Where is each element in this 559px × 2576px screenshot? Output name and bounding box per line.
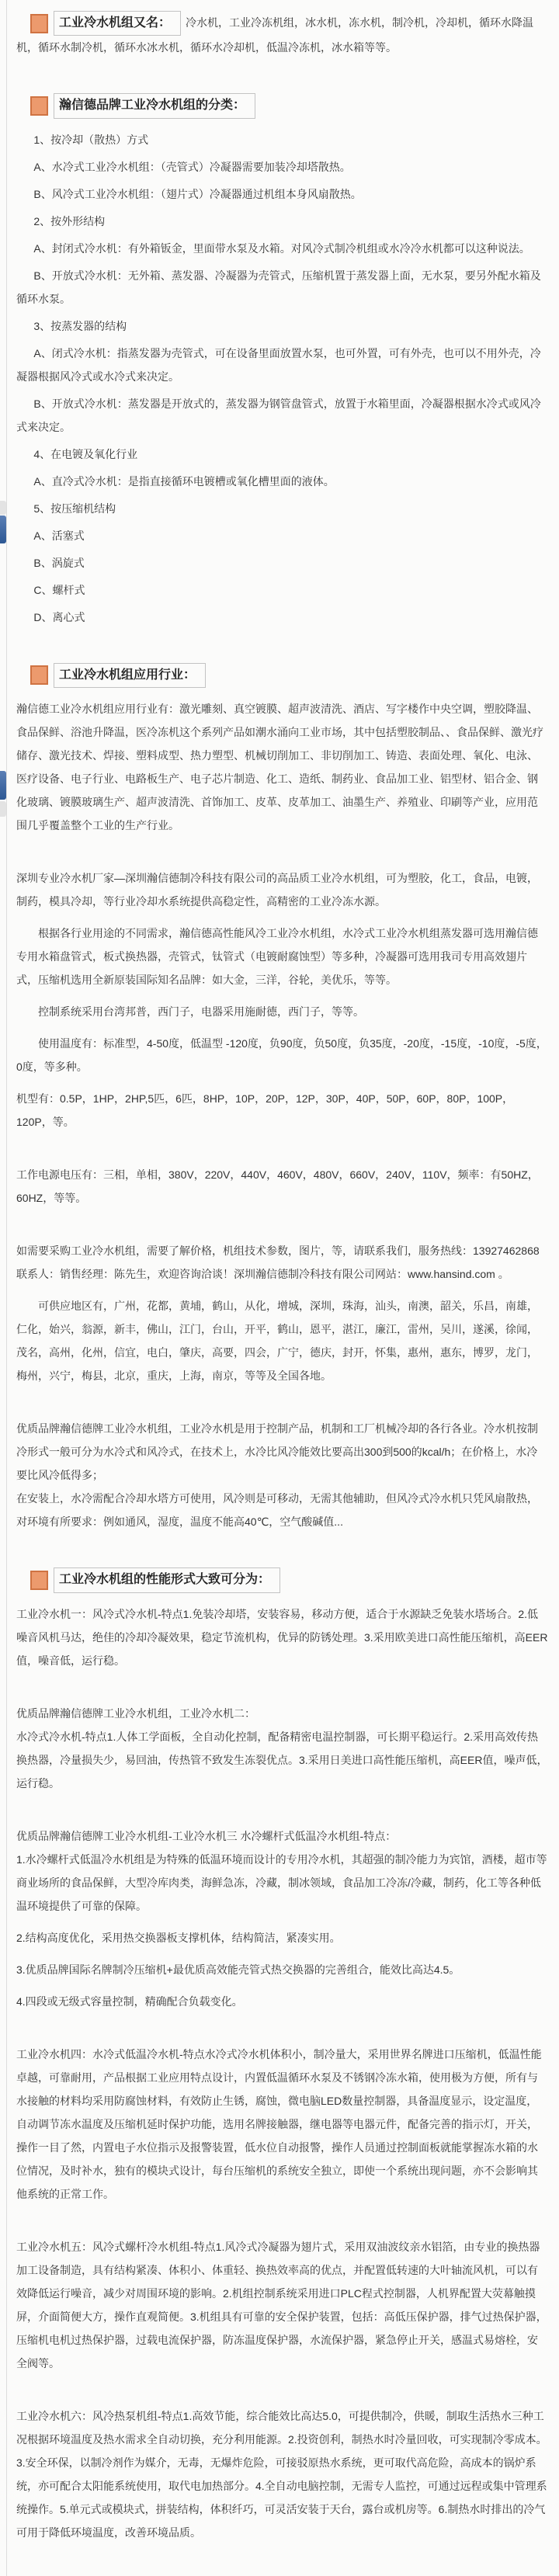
classification-item: 1、按冷却（散热）方式 (33, 133, 149, 146)
floating-widget-fragment[interactable] (0, 801, 6, 817)
paragraph: 优质品牌瀚信德牌工业冷水机组，工业冷水机是用于控制产品，机制和工厂机械冷却的各行各业。冷水机按制冷形式一般可分为水冷式和风冷式，在技术上，水冷比风冷能效比要高出300到500的kcal/h；在价格上，水冷要比风冷低得多； (16, 1422, 538, 1482)
paragraph: 在安装上，水冷需配合冷却水塔方可使用，风冷则是可移动，无需其他辅助，但风冷式冷水机只凭风扇散热，对环境有所要求：例如通风，湿度，温度不能高40℃，空气酸碱值... (16, 1492, 538, 1529)
orange-bullet-icon (30, 96, 48, 116)
section-header (16, 663, 548, 688)
section-title: 瀚信德品牌工业冷水机组的分类： (54, 93, 255, 118)
orange-bullet-icon (30, 665, 48, 685)
classification-item: 5、按压缩机结构 (33, 502, 116, 515)
paragraph: 工业冷水机五：风冷式螺杆冷水机组-特点1.风冷式冷凝器为翅片式，采用双油波纹亲水铝箔，由专业的换热器加工设备制造，具有结构紧凑、体积小、体重轻、换热效率高的优点，并配置低转速的大叶轴流风机，可以有效降低运行噪音，减少对周围环境的影响。2.机组控制系统采用进口PLC程式控制器，人机界配置大荧幕触摸屏，介面简便大方，操作直观简便。3.机组具有可靠的安全保护装置，包括：高低压保护器，排气过热保护器，压缩机电机过热保护器，过载电流保护器，防冻温度保护器，水流保护器，紧急停止开关，感温式易熔栓，安全阀等。 (16, 2240, 547, 2369)
classification-item: D、离心式 (33, 610, 85, 623)
article-content (7, 0, 559, 2576)
classification-item: C、螺杆式 (33, 583, 85, 596)
floating-widget-tab-bottom[interactable] (0, 771, 6, 800)
floating-widget-fragment[interactable] (0, 501, 6, 515)
section-applications (16, 663, 548, 1533)
classification-item: B、开放式冷水机：无外箱、蒸发器、冷凝器为壳管式，压缩机置于蒸发器上面，无水泵，要另外配水箱及循环水泵。 (16, 269, 541, 305)
paragraph: 1.水冷螺杆式低温冷水机组是为特殊的低温环境而设计的专用冷水机，其超强的制冷能力为宾馆，酒楼，超市等商业场所的食品保鲜，大型冷库肉类，海鲜急冻，冷藏，制冰领域，食品加工冷冻/冷藏，制药，化工等各种低温环境提供了可靠的保障。 (16, 1852, 547, 1912)
paragraph: 工业冷水机六：风冷热泵机组-特点1.高效节能，综合能效比高达5.0，可提供制冷，供暖，制取生活热水三种工况根据环境温度及热水需求全自动切换，充分利用能源。2.投资创利，制热水时冷量回收，可实现制冷零成本。3.安全环保，以制冷剂作为媒介，无毒，无爆炸危险，可接驳原热水系统，更可取代高危险，高成本的锅炉系统，亦可配合太阳能系统使用，取代电加热部分。4.全自动电脑控制，无需专人监控，可通过远程或集中管理系统操作。5.单元式或模块式，拼装结构，体积纤巧，可灵活安装于天台，露台或机房等。6.制热水时排出的冷气可用于降低环境温度，改善环境品质。 (16, 2409, 547, 2539)
paragraph: 深圳专业冷水机厂家—深圳瀚信德制冷科技有限公司的高品质工业冷水机组，可为塑胶，化工，食品，电镀，制药，模具冷却，等行业冷却水系统提供高稳定性，高精密的工业冷冻水源。 (16, 872, 538, 908)
paragraph: 如需要采购工业冷水机组，需要了解价格，机组技术参数，图片，等，请联系我们，服务热线：13927462868 联系人：销售经理：陈先生，欢迎咨询洽谈！深圳瀚信德制冷科技有限公司网站：www.hansind.com 。 (16, 1245, 540, 1281)
paragraph: 控制系统采用台湾邦普，西门子，电器采用施耐德，西门子，等等。 (38, 1005, 364, 1019)
classification-item: B、涡旋式 (33, 556, 85, 569)
paragraph: 优质品牌瀚信德牌工业冷水机组，工业冷水机二： (16, 1706, 255, 1720)
section-header (16, 93, 548, 118)
paragraph: 工业冷水机四：水冷式低温冷水机-特点水冷式冷水机体积小，制冷量大，采用世界名牌进口压缩机，低温性能卓越，可靠耐用，产品根据工业应用特点设计，内置低温循环水泵及不锈钢冷冻水箱，使用极为方便，所有与水接触的材料均采用防腐蚀材料，有效防止生锈，腐蚀，微电脑LED数量控制器，具备温度显示，设定温度，自动调节冻水温度及压缩机延时保护功能，选用名牌接触器，继电器等电器元件，配备完善的指示灯，开关，操作一目了然，内置电子水位指示及报警装置，低水位自动报警，操作人员通过控制面板就能掌握冻水箱的水位情况，及时补水，独有的模块式设计，每台压缩机的系统安全独立，即使一个系统出现问题，亦不会影响其他系统的正常工作。 (16, 2047, 542, 2200)
classification-item: A、闭式冷水机：指蒸发器为壳管式，可在设备里面放置水泵，也可外置，可有外壳，也可以不用外壳，冷凝器根据风冷式或水冷式来决定。 (16, 346, 541, 383)
classification-item: A、水冷式工业冷水机组：（壳管式）冷凝器需要加装冷却塔散热。 (33, 160, 351, 173)
section-header (16, 1567, 548, 1592)
paragraph: 4.四段或无级式容量控制，精确配合负载变化。 (16, 1994, 243, 2008)
paragraph: 水冷式冷水机-特点1.人体工学面板，全自动化控制，配备精密电温控制器，可长期平稳运行。2.采用高效传热换热器，冷量损失少，易回油，传热管不致发生冻裂优点。3.采用日美进口高性能压缩机，高EER值，噪声低，运行稳。 (16, 1730, 548, 1790)
classification-item: B、风冷式工业冷水机组：（翅片式）冷凝器通过机组本身风扇散热。 (33, 187, 362, 200)
paragraph: 工作电源电压有：三相，单相，380V，220V，440V，460V，480V，660V，240V，110V，频率：有50HZ，60HZ，等等。 (16, 1168, 539, 1205)
classification-item: A、活塞式 (33, 529, 85, 542)
section-title: 工业冷水机组应用行业： (54, 663, 206, 688)
content-left-border (6, 0, 7, 2576)
paragraph: 优质品牌瀚信德牌工业冷水机组-工业冷水机三 水冷螺杆式低温冷水机组-特点： (16, 1829, 397, 1842)
classification-item: A、直冷式冷水机：是指直接循环电镀槽或氧化槽里面的液体。 (33, 474, 335, 488)
classification-item: 4、在电镀及氧化行业 (33, 447, 138, 460)
paragraph: 工业冷水机一：风冷式冷水机-特点1.免装冷却塔，安装容易，移动方便，适合于水源缺乏免装水塔场合。2.低噪音风机马达，绝佳的冷却冷凝效果，稳定节流机构，优异的防锈处理。3.采用欧美进口高性能压缩机，高EER值，噪音低，运行稳。 (16, 1607, 548, 1667)
section-title: 工业冷水机组的性能形式大致可分为： (54, 1567, 280, 1592)
paragraph: 机型有：0.5P，1HP，2HP,5匹，6匹，8HP，10P，20P，12P，30P，40P，50P，60P，80P，100P，120P，等。 (16, 1092, 514, 1129)
section-classification (16, 93, 548, 628)
paragraph: 使用温度有：标准型，4-50度，低温型 -120度，负90度，负50度，负35度，-20度，-15度，-10度，-5度，0度，等多种。 (16, 1037, 547, 1074)
classification-item: 3、按蒸发器的结构 (33, 319, 127, 332)
paragraph: 根据各行业用途的不同需求，瀚信德高性能风冷工业冷水机组，水冷式工业冷水机组蒸发器可选用瀚信德专用水箱盘管式，板式换热器，壳管式，钛管式（电镀耐腐蚀型）等多种，冷凝器可选用我司专用高效翅片式，压缩机选用全新原装国际知名品牌：如大金，三洋，谷轮，美优乐，等等。 (16, 927, 538, 987)
orange-bullet-icon (30, 1571, 48, 1590)
classification-item: 2、按外形结构 (33, 214, 106, 227)
paragraph: 3.优质品牌国际名牌制冷压缩机+最优质高效能壳管式热交换器的完善组合，能效比高达4.5。 (16, 1963, 460, 1976)
section-title: 工业冷水机组又名： (54, 11, 181, 36)
paragraph: 2.结构高度优化，采用热交换器板支撑机体，结构简洁，紧凑实用。 (16, 1931, 341, 1944)
classification-item: A、封闭式冷水机：有外箱钣金，里面带水泵及水箱。对风冷式制冷机组或水冷冷水机都可以这种说法。 (33, 241, 530, 255)
section-performance-types (16, 1567, 548, 2543)
floating-widget-tab-top[interactable] (0, 516, 6, 543)
paragraph: 可供应地区有，广州，花都，黄埔，鹤山，从化，增城，深圳，珠海，汕头，南澳，韶关，乐昌，南雄，仁化，始兴，翁源，新丰，佛山，江门，台山，开平，鹤山，恩平，湛江，廉江，雷州，吴川，遂溪，徐闻，茂名，高州，化州，信宜，电白，肇庆，高要，四会，广宁，德庆，封开，怀集，惠州，惠东，博罗，龙门，梅州，兴宁，梅县，北京，重庆，上海，南京，等等及全国各地。 (16, 1300, 538, 1383)
classification-item: B、开放式冷水机：蒸发器是开放式的，蒸发器为钢管盘管式，放置于水箱里面，冷凝器根据水冷式或风冷式来决定。 (16, 397, 541, 433)
orange-bullet-icon (30, 14, 48, 33)
alias-text: 冷水机，工业冷冻机组，冰水机，冻水机，制冷机，冷却机，循环水降温机，循环水制冷机，循环水冰水机，循环水冷却机，低温冷冻机，冰水箱等等。 (16, 16, 534, 54)
section-alias (16, 11, 548, 59)
paragraph: 瀚信德工业冷水机组应用行业有：激光雕刻、真空镀膜、超声波清洗、酒店、写字楼作中央空调，塑胶降温、食品保鲜、浴池升降温，医冷冻机这个系列产品如潮水涌向工业市场，其中包括塑胶制品、、食品保鲜、激光疗储存、激光技术、焊接、塑料成型、热力塑型、机械切削加工、非切削加工、铸造、表面处理、氧化、电泳、医疗设备、电子行业、电路板生产、电子芯片制造、化工、造纸、制药业、食品加工业、铝型材、铝合金、钢化玻璃、镀膜玻璃生产、超声波清洗、首饰加工、皮革、皮革加工、油墨生产、养殖业、印刷等产业，应用范围几乎覆盖整个工业的生产行业。 (16, 703, 543, 832)
